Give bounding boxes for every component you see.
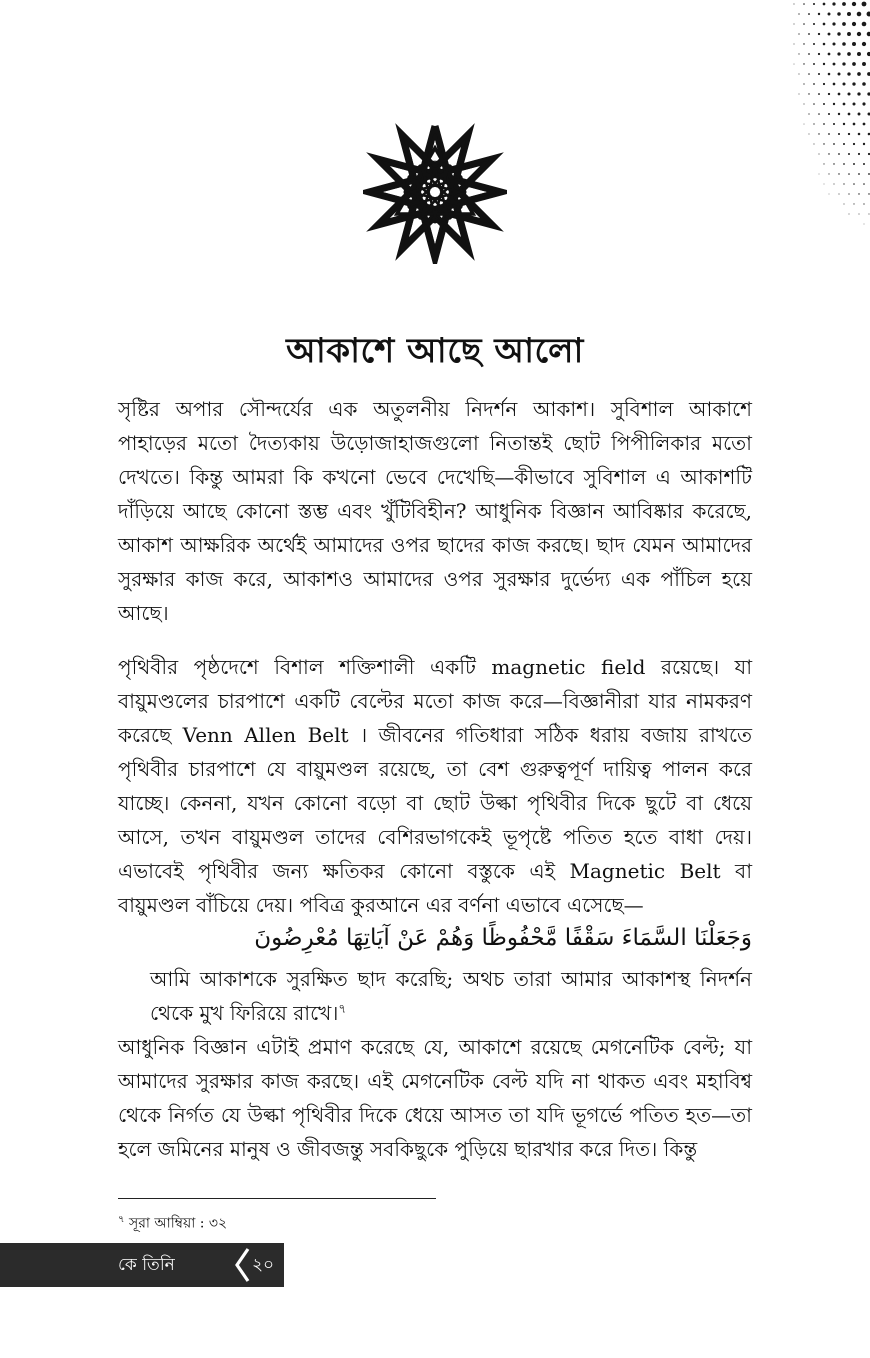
- halftone-dot: [848, 133, 850, 135]
- halftone-dot: [864, 224, 865, 225]
- halftone-dot: [838, 173, 839, 174]
- halftone-dot: [804, 124, 805, 125]
- halftone-dot: [833, 83, 836, 86]
- halftone-dot: [823, 3, 826, 6]
- footer-book-title: কে তিনি: [118, 1255, 175, 1275]
- halftone-dot: [818, 133, 819, 134]
- halftone-dot: [803, 23, 805, 25]
- halftone-dot: [847, 52, 851, 56]
- halftone-dot: [798, 33, 799, 34]
- halftone-dot: [828, 33, 831, 36]
- halftone-dot: [848, 193, 849, 194]
- halftone-dot: [818, 73, 820, 75]
- halftone-dot: [808, 73, 810, 75]
- halftone-dot: [818, 53, 820, 55]
- halftone-dot: [862, 2, 867, 7]
- halftone-dot: [867, 12, 870, 17]
- halftone-dot: [803, 103, 804, 104]
- halftone-dot: [842, 22, 846, 26]
- chevron-left-icon: [232, 1243, 254, 1287]
- halftone-dot: [813, 3, 815, 5]
- halftone-dot: [829, 194, 830, 195]
- halftone-dot: [833, 143, 835, 145]
- halftone-dot: [823, 123, 825, 125]
- halftone-dot: [848, 153, 850, 155]
- footnote-divider: [118, 1198, 436, 1199]
- halftone-dot: [813, 123, 814, 124]
- halftone-dot: [848, 173, 850, 175]
- star-rosette-icon: [363, 120, 507, 264]
- halftone-dot: [798, 73, 799, 74]
- halftone-dot: [828, 153, 829, 154]
- halftone-dot: [852, 82, 855, 85]
- halftone-dot: [868, 213, 869, 214]
- footnote-text: সূরা আম্বিয়া : ৩২: [128, 1215, 228, 1232]
- halftone-dot: [842, 42, 846, 46]
- halftone-dot: [857, 72, 861, 76]
- halftone-dot: [799, 94, 800, 95]
- halftone-dot: [852, 42, 856, 46]
- halftone-dot: [813, 23, 815, 25]
- halftone-dot: [843, 183, 844, 184]
- halftone-dot: [838, 113, 840, 115]
- halftone-dot: [857, 32, 861, 36]
- halftone-dot: [844, 204, 845, 205]
- halftone-dot: [809, 134, 810, 135]
- halftone-dot: [828, 173, 829, 174]
- halftone-dot: [832, 42, 835, 45]
- paragraph-conclusion: আধুনিক বিজ্ঞান এটাই প্রমাণ করেছে যে, আকাশে রয়েছে মেগনেটিক বেল্ট; যা আমাদের সুরক্ষার কাজ করছে। এই মেগনেটিক বেল্ট যদি না থাকত এবং মহাবিশ্ব থেকে নির্গত যে উল্কা পৃথিবীর দিকে ধেয়ে আসত তা যদি ভূগর্ভে পতিত হত—তা হলে জমিনের মানুষ ও জীবজন্তু সবকিছুকে পুড়িয়ে ছারখার করে দিত। কিন্তু: [118, 1035, 752, 1161]
- halftone-dot: [858, 133, 861, 136]
- halftone-dot: [828, 13, 831, 16]
- halftone-dot: [828, 73, 831, 76]
- halftone-dot: [862, 42, 866, 46]
- paragraph-intro: সৃষ্টির অপার সৌন্দর্যের এক অতুলনীয় নিদর্শন আকাশ। সুবিশাল আকাশে পাহাড়ের মতো দৈত্যকায় উড়োজাহাজগুলো নিতান্তই ছোট পিপীলিকার মতো দেখতে। কিন্তু আমরা কি কখনো ভেবে দেখেছি—কীভাবে সুবিশাল এ আকাশটি দাঁড়িয়ে আছে কোনো স্তম্ভ এবং খুঁটিবিহীন? আধুনিক বিজ্ঞান আবিষ্কার করেছে, আকাশ আক্ষরিক অর্থেই আমাদের ওপর ছাদের কাজ করছে। ছাদ যেমন আমাদের সুরক্ষার কাজ করে, আকাশও আমাদের ওপর সুরক্ষার দুর্ভেদ্য এক পাঁচিল হয়ে আছে।: [118, 397, 752, 625]
- halftone-dot: [857, 12, 862, 17]
- halftone-dot: [818, 93, 820, 95]
- halftone-dot: [853, 203, 854, 204]
- verse-translation-text: আমি আকাশকে সুরক্ষিত ছাদ করেছি; অথচ তারা আমার আকাশস্থ নিদর্শন থেকে মুখ ফিরিয়ে রাখে।: [150, 967, 752, 1025]
- chapter-title: আকাশে আছে আলো: [286, 331, 584, 371]
- halftone-dot-pattern: [720, 0, 870, 350]
- halftone-dot: [838, 133, 840, 135]
- halftone-dot: [858, 173, 860, 175]
- halftone-dot: [863, 183, 865, 185]
- halftone-dot: [833, 123, 835, 125]
- halftone-dot: [794, 24, 795, 25]
- halftone-dot: [808, 13, 810, 15]
- footnote: [118, 1210, 227, 1234]
- halftone-dot: [813, 103, 815, 105]
- halftone-dot: [847, 92, 850, 95]
- halftone-dot: [833, 183, 834, 184]
- halftone-dot: [828, 93, 830, 95]
- halftone-dot: [824, 184, 825, 185]
- halftone-dot: [849, 214, 850, 215]
- halftone-dot: [823, 43, 826, 46]
- halftone-dot: [833, 103, 835, 105]
- halftone-dot: [828, 53, 831, 56]
- halftone-dot: [863, 163, 865, 165]
- footnote-mark: ৭: [118, 1214, 125, 1225]
- halftone-dot: [808, 93, 809, 94]
- halftone-dot: [819, 174, 820, 175]
- halftone-dot: [823, 23, 826, 26]
- halftone-dot: [803, 3, 805, 5]
- halftone-dot: [803, 63, 804, 64]
- halftone-dot: [793, 3, 794, 4]
- halftone-dot: [823, 103, 825, 105]
- halftone-dot: [813, 83, 815, 85]
- halftone-dot: [832, 22, 835, 25]
- halftone-dot: [853, 163, 855, 165]
- halftone-dot: [862, 102, 865, 105]
- halftone-dot: [847, 32, 851, 36]
- halftone-dot: [843, 163, 845, 165]
- halftone-dot: [818, 113, 820, 115]
- halftone-dot: [858, 153, 860, 155]
- halftone-dot: [853, 123, 856, 126]
- halftone-dot: [842, 62, 845, 65]
- halftone-dot: [798, 53, 799, 54]
- halftone-dot: [853, 183, 855, 185]
- footnote-reference[interactable]: ৭: [338, 1001, 347, 1016]
- halftone-dot: [842, 2, 846, 6]
- halftone-dot: [828, 113, 830, 115]
- halftone-dot: [847, 12, 851, 16]
- halftone-dot: [857, 52, 861, 56]
- halftone-dot: [852, 62, 856, 66]
- halftone-dot: [848, 113, 851, 116]
- halftone-dot: [838, 153, 840, 155]
- halftone-dot: [798, 13, 799, 14]
- halftone-dot: [837, 52, 840, 55]
- halftone-dot: [858, 113, 861, 116]
- halftone-dot: [858, 193, 859, 194]
- halftone-dot: [823, 163, 824, 164]
- halftone-dot: [808, 33, 810, 35]
- halftone-dot: [808, 113, 809, 114]
- halftone-dot: [803, 43, 804, 44]
- halftone-dot: [847, 72, 850, 75]
- halftone-dot: [857, 92, 860, 95]
- halftone-dot: [818, 153, 819, 154]
- halftone-dot: [808, 53, 810, 55]
- halftone-dot: [863, 123, 866, 126]
- halftone-dot: [843, 123, 845, 125]
- halftone-dot: [863, 143, 865, 145]
- halftone-dot: [794, 64, 795, 65]
- halftone-dot: [833, 163, 834, 164]
- halftone-dot: [852, 22, 856, 26]
- halftone-dot: [862, 82, 866, 86]
- halftone-dot: [823, 63, 825, 65]
- halftone-dot: [838, 193, 839, 194]
- halftone-dot: [813, 43, 815, 45]
- halftone-dot: [862, 22, 867, 27]
- halftone-dot: [833, 63, 836, 66]
- halftone-dot: [843, 103, 846, 106]
- halftone-dot: [863, 203, 864, 204]
- halftone-dot: [843, 143, 845, 145]
- halftone-dot: [813, 63, 815, 65]
- halftone-dot: [868, 193, 869, 194]
- halftone-dot: [838, 93, 841, 96]
- halftone-dot: [828, 133, 830, 135]
- halftone-dot: [837, 32, 840, 35]
- halftone-dot: [818, 13, 820, 15]
- halftone-dot: [859, 214, 860, 215]
- halftone-dot: [862, 62, 866, 66]
- halftone-dot: [842, 82, 845, 85]
- halftone-dot: [853, 103, 856, 106]
- paragraph-magnetic-field: পৃথিবীর পৃষ্ঠদেশে বিশাল শক্তিশালী একটি magnetic field রয়েছে। যা বায়ুমণ্ডলের চারপাশে একটি বেল্টের মতো কাজ করে—বিজ্ঞানীরা যার নামকরণ করেছে Venn Allen Belt । জীবনের গতিধারা সঠিক ধরায় বজায় রাখতে পৃথিবীর চারপাশে যে বায়ুমণ্ডল রয়েছে, তা বেশ গুরুত্বপূর্ণ দায়িত্ব পালন করে যাচ্ছে। কেননা, যখন কোনো বড়ো বা ছোট উল্কা পৃথিবীর দিকে ছুটে বা ধেয়ে আসে, তখন বায়ুমণ্ডল তাদের বেশিরভাগকেই ভূপৃষ্টে পতিত হতে বাধা দেয়। এভাবেই পৃথিবীর জন্য ক্ষতিকর কোনো বস্তুকে এই Magnetic Belt বা বায়ুমণ্ডল বাঁচিয়ে দেয়। পবিত্র কুরআনে এর বর্ণনা এভাবে এসেছে—: [118, 655, 752, 917]
- halftone-dot: [794, 44, 795, 45]
- halftone-dot: [838, 73, 841, 76]
- quran-verse-arabic: وَجَعَلْنَا السَّمَاءَ سَقْفًا مَّحْفُوظًا وَهُمْ عَنْ آيَاتِهَا مُعْرِضُونَ: [254, 925, 752, 951]
- halftone-dot: [837, 12, 840, 15]
- halftone-dot: [853, 143, 855, 145]
- halftone-dot: [852, 2, 856, 6]
- halftone-dot: [823, 83, 825, 85]
- halftone-dot: [813, 143, 814, 144]
- halftone-dot: [803, 83, 804, 84]
- halftone-dot: [832, 2, 835, 5]
- halftone-dot: [818, 33, 820, 35]
- halftone-dot: [823, 143, 824, 144]
- page-number: ২০: [252, 1255, 275, 1275]
- verse-translation: [150, 962, 752, 1030]
